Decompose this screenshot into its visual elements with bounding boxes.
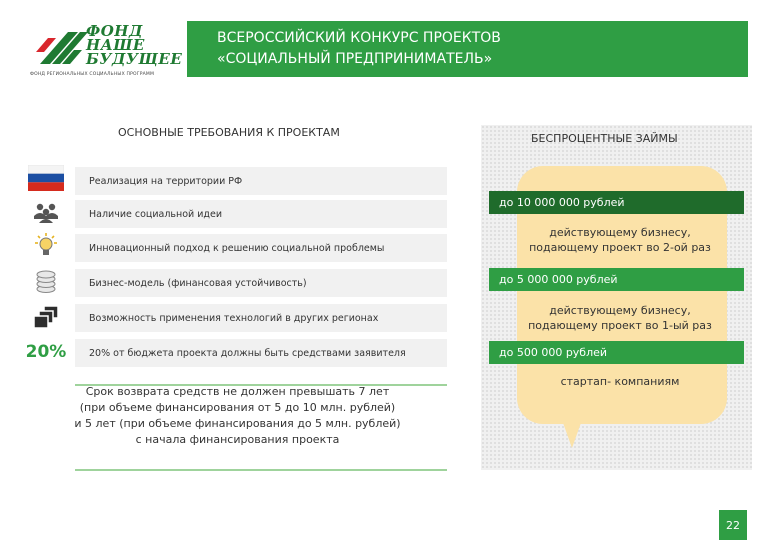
requirements-title: ОСНОВНЫЕ ТРЕБОВАНИЯ К ПРОЕКТАМ: [118, 126, 340, 139]
loan-tier-note: действующему бизнесу, подающему проект во 2-ой раз: [529, 226, 711, 254]
loan-tier-amount: до 5 000 000 рублей: [489, 268, 744, 291]
requirement-row: Наличие социальной идеи: [75, 200, 447, 228]
requirement-row: Бизнес-модель (финансовая устойчивость): [75, 269, 447, 297]
loan-tier-note: действующему бизнесу, подающему проект во 1-ый раз: [528, 304, 712, 332]
header-banner: [187, 21, 748, 77]
people-group-icon: [24, 198, 68, 228]
logo-subtitle: ФОНД РЕГИОНАЛЬНЫХ СОЦИАЛЬНЫХ ПРОГРАММ: [30, 72, 155, 77]
percent-label: 20%: [25, 342, 67, 362]
lightbulb-icon: [24, 231, 68, 261]
repayment-term-text: Срок возврата средств не должен превышать 7 лет (при объеме финансирования от 5 до 10 млн. рублей) и 5 лет (при объеме финансирования до 5 млн. рублей) с начала финансирования проекта: [74, 385, 401, 446]
logo-stripes-icon: [34, 28, 90, 68]
requirement-row: Возможность применения технологий в других регионах: [75, 304, 447, 332]
russia-flag-icon: [24, 163, 68, 193]
loans-title: БЕСПРОЦЕНТНЫЕ ЗАЙМЫ: [531, 132, 678, 145]
header-line-2: «СОЦИАЛЬНЫЙ ПРЕДПРИНИМАТЕЛЬ»: [217, 51, 493, 67]
requirement-row: Инновационный подход к решению социальной проблемы: [75, 234, 447, 262]
logo-wordmark: ФОНД НАШЕ БУДУЩЕЕ: [86, 22, 183, 68]
page-number: 22: [719, 510, 747, 540]
requirement-row: Реализация на территории РФ: [75, 167, 447, 195]
header-line-1: ВСЕРОССИЙСКИЙ КОНКУРС ПРОЕКТОВ: [217, 30, 501, 46]
loan-tier-note: стартап- компаниям: [560, 375, 680, 388]
coins-stack-icon: [24, 267, 68, 297]
loan-tier-amount: до 500 000 рублей: [489, 341, 744, 364]
divider-bottom: [75, 469, 447, 471]
requirement-row: 20% от бюджета проекта должны быть средствами заявителя: [75, 339, 447, 367]
speech-bubble-tail: [562, 420, 582, 448]
loan-tier-amount: до 10 000 000 рублей: [489, 191, 744, 214]
fund-logo: [30, 22, 183, 82]
layers-icon: [24, 302, 68, 332]
